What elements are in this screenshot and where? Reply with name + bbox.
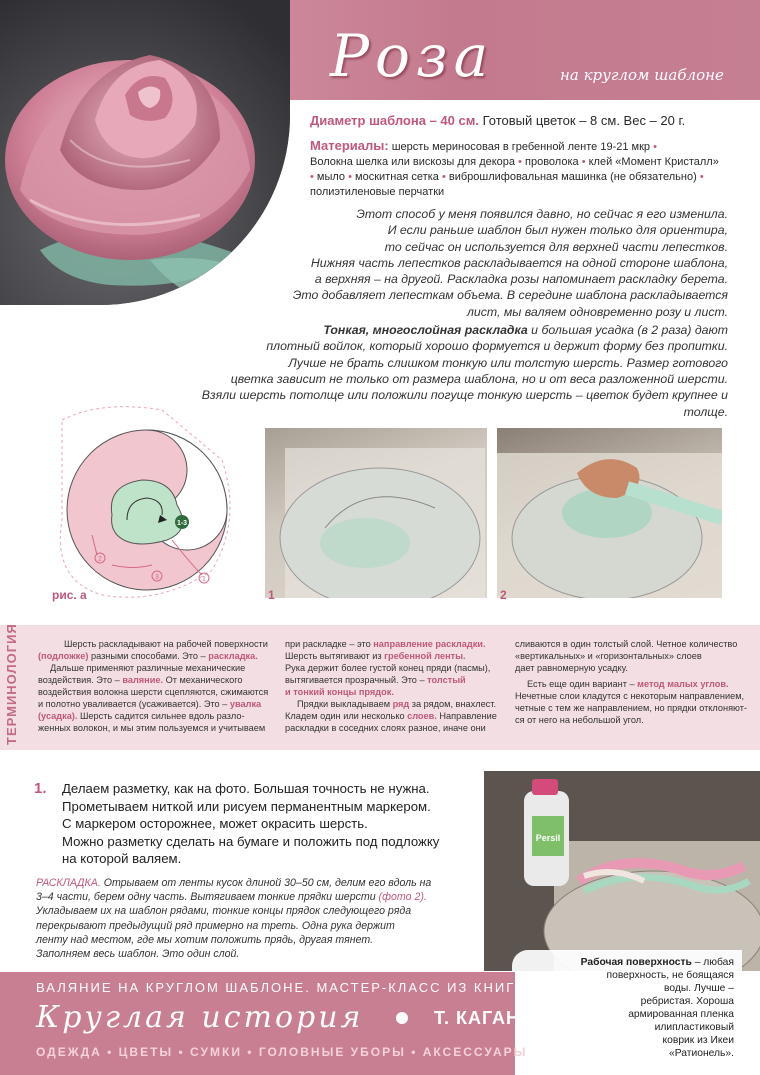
photo-2-label: 2	[500, 588, 507, 602]
book-title: Круглая история	[36, 1000, 364, 1035]
term-key: (усадка).	[38, 711, 78, 721]
intro-line: Этот способ у меня появился давно, но сейчас я его изменила.	[356, 207, 728, 221]
layout-line: Заполняем весь шаблон. Это один слой.	[36, 948, 240, 961]
photo-1	[265, 428, 487, 598]
bullet: •	[348, 171, 352, 183]
step-line: Прометываем ниткой или рисуем перманентным маркером.	[62, 798, 431, 814]
materials-line4: полиэтиленовые перчатки	[310, 186, 445, 198]
term-key: и тонкий концы прядок.	[285, 687, 394, 697]
num-3: 3	[155, 574, 159, 581]
term-key: гребенной ленты.	[384, 651, 466, 661]
term-text: Есть еще один вариант –	[527, 679, 638, 689]
photo-ref: (фото 2).	[378, 891, 427, 904]
term-key: валяние.	[122, 675, 164, 685]
badge-1-3: 1-3	[176, 520, 188, 527]
terminology-title: ТЕРМИНОЛОГИЯ	[4, 623, 19, 745]
photo-1-label: 1	[268, 588, 275, 602]
intro-bold-line	[168, 322, 728, 338]
term-line	[38, 650, 278, 662]
intro-line: Нижняя часть лепестков раскладывается на одной стороне шаблона,	[310, 255, 728, 270]
footer-categories: ОДЕЖДА • ЦВЕТЫ • СУМКИ • ГОЛОВНЫЕ УБОРЫ • АКСЕССУАРЫ	[36, 1045, 528, 1059]
term-line	[38, 674, 278, 686]
term-line	[38, 686, 278, 698]
photo-2	[497, 428, 722, 598]
caption-line: коврик из Икеи	[662, 1035, 734, 1046]
caption-bold: Рабочая поверхность	[580, 957, 692, 968]
intro-line: цветка зависит не только от размера шаблона, но и от веса разложенной шерсти.	[230, 371, 728, 386]
term-line	[285, 710, 510, 722]
term-text: ся от него на небольшой угол.	[515, 715, 644, 725]
materials-line1: шерсть мериносовая в гребенной ленте 19-21 мкр	[391, 141, 651, 153]
term-line	[515, 714, 755, 726]
caption-line: ребристая. Хороша	[640, 996, 734, 1007]
layout-text: Отрываем от ленты кусок длиной 30–50 см, делим его вдоль на	[100, 877, 432, 889]
diameter-line	[310, 112, 760, 129]
term-key: направление раскладки.	[373, 639, 486, 649]
term-text: четные с тем же направлением, но прядки отклоняют-	[515, 703, 748, 713]
term-key: раскладка.	[208, 651, 258, 661]
intro-text	[168, 206, 728, 420]
term-text: сливаются в один толстый слой. Четное количество	[515, 639, 738, 649]
term-text: Дальше применяют различные механические	[50, 663, 246, 673]
term-text: дает равномерную усадку.	[515, 663, 628, 673]
term-line	[515, 650, 755, 662]
intro-line: Взяли шерсть потолще или положили погуще тонкую шерсть – цветок будет крупнее и толще.	[201, 388, 728, 419]
term-text: вытягивается прозрачный. Это –	[285, 675, 428, 685]
materials-line3c: виброшлифовальная машинка (не обязательно)	[448, 171, 697, 183]
layout-line: ленту над местом, где мы хотим положить прядь, другая тянет.	[36, 933, 374, 946]
page-subtitle: на круглом шаблоне	[560, 66, 724, 84]
num-1: 1	[202, 576, 206, 583]
term-text: раскладки в соседних слоях разное, иначе они	[285, 723, 486, 733]
diameter-rest: Готовый цветок – 8 см. Вес – 20 г.	[482, 113, 686, 128]
caption-line	[520, 956, 734, 969]
bullet: •	[518, 156, 522, 168]
term-line	[515, 702, 755, 714]
term-key: слоев.	[407, 711, 437, 721]
term-key: ряд	[392, 699, 410, 709]
term-line	[38, 662, 278, 674]
page-title: Роза	[330, 22, 495, 90]
term-line	[515, 662, 755, 674]
intro-bold-rest: и большая усадка (в 2 раза) дают	[527, 323, 728, 338]
materials-block	[310, 138, 750, 200]
bullet: •	[653, 141, 657, 153]
author-name: Т. КАГАН	[434, 1008, 521, 1028]
term-text: за рядом, внахлест.	[409, 699, 497, 709]
term-line	[285, 722, 510, 734]
intro-line: И если раньше шаблон был нужен только для ориентира,	[387, 223, 728, 238]
materials-line2a: Волокна шелка или вискозы для декора	[310, 156, 516, 168]
term-line	[285, 638, 510, 650]
term-text: Прядки выкладываем	[297, 699, 393, 709]
step-line: Делаем разметку, как на фото. Большая точность не нужна.	[62, 781, 430, 796]
bullet: •	[699, 171, 704, 183]
step-line: на которой валяем.	[62, 851, 182, 866]
materials-label: Материалы:	[310, 138, 389, 153]
term-line	[38, 638, 278, 650]
intro-line: то сейчас он используется для верхней части лепестков.	[384, 239, 728, 254]
intro-line: а верхняя – на другой. Раскладка розы напоминает раскладку берета.	[314, 272, 728, 287]
caption-line: армированная пленка	[628, 1009, 734, 1020]
layout-paragraph	[36, 876, 476, 961]
term-text: От механического	[163, 675, 243, 685]
materials-line2b: проволока	[525, 156, 579, 168]
num-2: 2	[98, 556, 102, 563]
term-text: разными способами. Это –	[88, 651, 209, 661]
footer-subtitle: ВАЛЯНИЕ НА КРУГЛОМ ШАБЛОНЕ. МАСТЕР-КЛАСС ИЗ КНИГИ	[36, 980, 527, 995]
term-text: Рука держит более густой конец пряди (пасмы),	[285, 663, 491, 673]
layout-line: перекрывают предыдущий ряд примерно на треть. Одна рука держит	[36, 919, 395, 932]
step-line: С маркером осторожнее, может окрасить шерсть.	[62, 816, 368, 831]
caption-line: «Ратионель».	[669, 1048, 734, 1059]
term-line	[515, 678, 755, 690]
bottle-label: Persil	[535, 833, 561, 843]
intro-line: Лучше не брать слишком тонкую или толстую шерсть. Размер готового	[288, 355, 728, 370]
photo-3-caption	[512, 950, 742, 1062]
term-line	[38, 698, 278, 710]
terminology-col-3	[515, 638, 755, 726]
intro-line: Это добавляет лепесткам объема. В середине шаблона раскладывается	[292, 288, 728, 303]
layout-text: 3–4 части, берем одну часть. Вытягиваем тонкие прядки шерсти	[36, 891, 379, 904]
term-line	[515, 638, 755, 650]
term-text: Шерсть вытягивают из	[285, 651, 385, 661]
terminology-heading	[4, 625, 32, 750]
term-text: Нечетные слои кладутся с некоторым направлением,	[515, 691, 745, 701]
term-text: воздействия волокна шерсти сцепляются, сжимаются	[38, 687, 269, 697]
term-text: «вертикальных» и «горизонтальных» слоев	[515, 651, 702, 661]
photo-3	[484, 771, 760, 971]
caption-line: воды. Лучше –	[664, 983, 734, 994]
term-line	[285, 674, 510, 686]
term-key: метод малых углов.	[637, 679, 729, 689]
materials-line3a: мыло	[316, 171, 346, 183]
term-line	[285, 698, 510, 710]
step-1-text	[62, 780, 482, 868]
layout-line	[36, 876, 476, 890]
term-line	[515, 690, 755, 702]
footer-bullet-dot	[396, 1012, 408, 1024]
term-text: воздействия. Это –	[38, 675, 123, 685]
intro-bold: Тонкая, многослойная раскладка	[323, 323, 528, 338]
term-line	[285, 686, 510, 698]
caption-text: – любая	[691, 957, 734, 968]
figure-a-label: рис. а	[52, 588, 87, 602]
caption-line: илипластиковый	[654, 1022, 734, 1033]
caption-line: поверхность, не боящаяся	[606, 970, 734, 981]
term-text: Кладем один или несколько	[285, 711, 408, 721]
layout-label: РАСКЛАДКА.	[36, 877, 101, 889]
figure-a-diagram	[42, 400, 257, 610]
layout-line: Укладываем их на шаблон рядами, тонкие концы прядок следующего ряда	[36, 905, 412, 918]
term-text: Направление	[436, 711, 497, 721]
term-text: Шерсть раскладывают на рабочей поверхности	[64, 639, 268, 649]
intro-line: лист, мы валяем одновременно розу и лист.	[466, 304, 728, 319]
term-line	[285, 650, 510, 662]
term-key: толстый	[427, 675, 466, 685]
step-number: 1.	[34, 780, 47, 797]
bullet: •	[581, 156, 586, 168]
term-line	[285, 662, 510, 674]
intro-line: плотный войлок, который хорошо формуется и держит форму без пропитки.	[266, 339, 728, 354]
term-text: при раскладке – это	[285, 639, 374, 649]
term-text: женных волокон, и мы этим пользуемся и учитываем	[38, 723, 266, 733]
term-key: увалка	[229, 699, 262, 709]
step-line: Можно разметку сделать на бумаге и положить под подложку	[62, 833, 440, 849]
term-key: (подложке)	[38, 651, 89, 661]
terminology-col-2	[285, 638, 510, 734]
diameter-label: Диаметр шаблона – 40 см.	[310, 113, 479, 128]
term-text: и полотно уваливается (усаживается). Это –	[38, 699, 230, 709]
materials-line3b: москитная сетка	[355, 171, 439, 183]
layout-line	[36, 890, 476, 904]
term-text: Шерсть садится сильнее вдоль разло-	[77, 711, 245, 721]
terminology-col-1	[38, 638, 278, 734]
materials-line2c: клей «Момент Кристалл»	[588, 156, 719, 168]
term-line	[38, 722, 278, 734]
bullet: •	[310, 171, 314, 183]
bullet: •	[441, 171, 446, 183]
term-line	[38, 710, 278, 722]
